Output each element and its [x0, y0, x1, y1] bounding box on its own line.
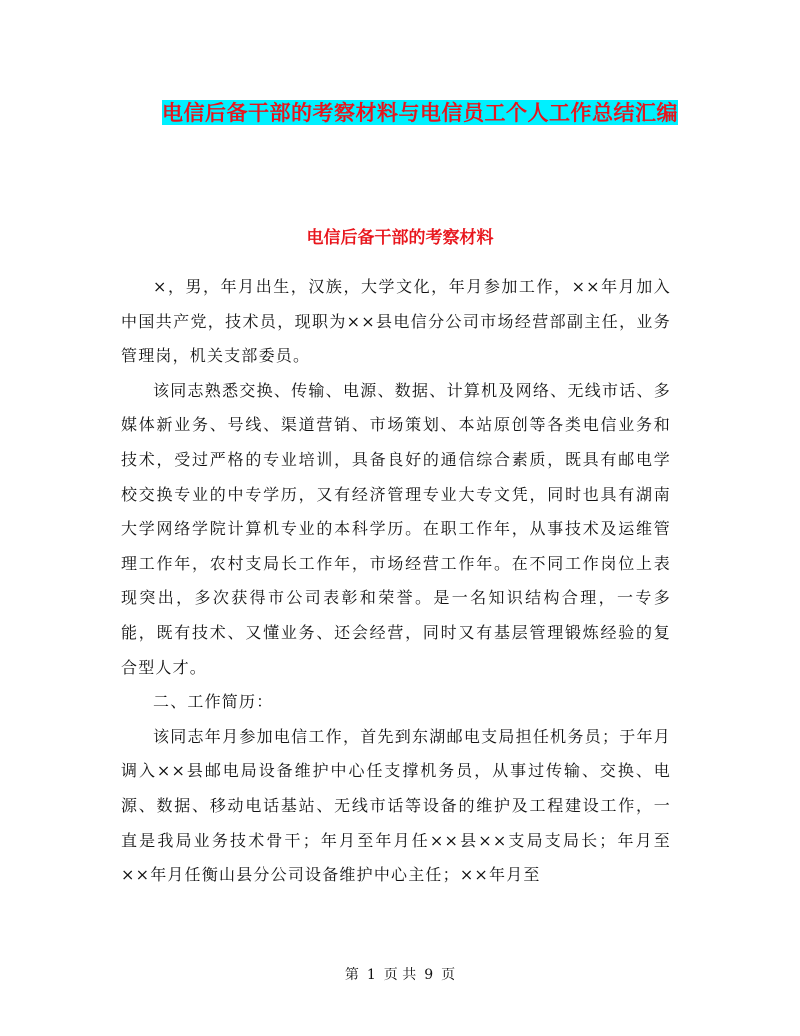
footer-suffix: 页	[441, 967, 456, 983]
footer-total-pages: 9	[424, 967, 434, 983]
footer-prefix: 第	[344, 967, 359, 983]
paragraph: 该同志熟悉交换、传输、电源、数据、计算机及网络、无线市话、多媒体新业务、号线、渠道营销、市场策划、本站原创等各类电信业务和技术，受过严格的专业培训，具备良好的通信综合素质，既具有邮电学校交换专业的中专学历，又有经济管理专业大专文凭，同时也具有湖南大学网络学院计算机专业的本科学历。在职工作年，从事技术及运维管理工作年，农村支局长工作年，市场经营工作年。在不同工作岗位上表现突出，多次获得市公司表彰和荣誉。是一名知识结构合理，一专多能，既有技术、又懂业务、还会经营，同时又有基层管理锻炼经验的复合型人才。	[121, 380, 671, 677]
footer-page-number: 1	[366, 967, 376, 983]
document-title	[150, 92, 690, 134]
paragraph: 该同志年月参加电信工作，首先到东湖邮电支局担任机务员；于年月调入××县邮电局设备维护中心任支撑机务员，从事过传输、交换、电源、数据、移动电话基站、无线市话等设备的维护及工程建设工作，一直是我局业务技术骨干；年月至年月任××县××支局支局长；年月至××年月任衡山县分公司设备维护中心主任；××年月至	[121, 726, 671, 885]
paragraph: 二、工作简历：	[153, 692, 274, 712]
paragraph: ×，男，年月出生，汉族，大学文化，年月参加工作，××年月加入中国共产党，技术员，现职为××县电信分公司市场经营部副主任，业务管理岗，机关支部委员。	[121, 277, 671, 366]
section-title: 电信后备干部的考察材料	[306, 228, 494, 248]
page-footer	[0, 965, 800, 985]
document-title-text: 电信后备干部的考察材料与电信员工个人工作总结汇编	[162, 100, 678, 125]
footer-middle: 页 共	[383, 967, 417, 983]
document-body	[121, 270, 671, 893]
